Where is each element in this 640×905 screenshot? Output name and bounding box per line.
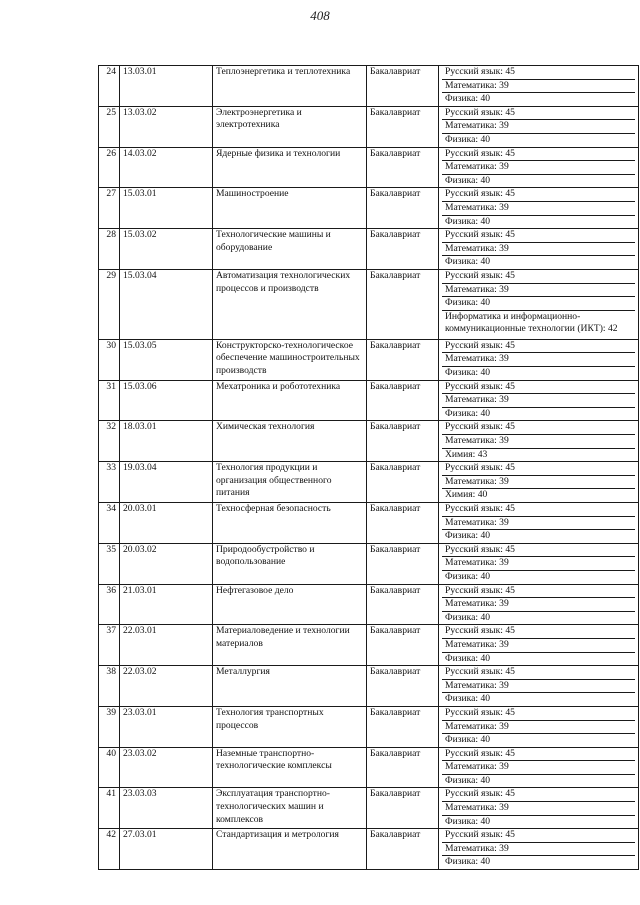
exam-requirement: Физика: 40: [445, 256, 491, 268]
program-code: 15.03.05: [120, 339, 213, 380]
table-row: [99, 147, 639, 188]
row-number: 42: [99, 829, 120, 870]
education-level: Бакалавриат: [367, 66, 439, 107]
exam-list: [439, 788, 639, 829]
exam-requirement: Русский язык: 45: [442, 544, 635, 558]
program-code: 20.03.01: [120, 503, 213, 544]
exam-requirement: Физика: 40: [445, 133, 491, 145]
table-row: [99, 706, 639, 747]
exam-requirement: Математика: 39: [442, 843, 635, 857]
program-code: 15.03.04: [120, 269, 213, 339]
exam-list: [439, 147, 639, 188]
education-level: Бакалавриат: [367, 584, 439, 625]
table-row: [99, 66, 639, 107]
education-level: Бакалавриат: [367, 229, 439, 270]
exam-requirement: Математика: 39: [442, 435, 635, 449]
education-level: Бакалавриат: [367, 339, 439, 380]
exam-requirement: Русский язык: 45: [442, 188, 635, 202]
education-level: Бакалавриат: [367, 666, 439, 707]
program-name: Машиностроение: [213, 188, 367, 229]
row-number: 29: [99, 269, 120, 339]
table-row: [99, 229, 639, 270]
exam-requirement: Русский язык: 45: [442, 107, 635, 121]
exam-requirement: Математика: 39: [442, 476, 635, 490]
row-number: 32: [99, 421, 120, 462]
program-name: Металлургия: [213, 666, 367, 707]
row-number: 36: [99, 584, 120, 625]
education-level: Бакалавриат: [367, 503, 439, 544]
exam-requirement: Русский язык: 45: [442, 625, 635, 639]
table-row: [99, 269, 639, 339]
exam-requirement: Математика: 39: [442, 243, 635, 257]
exam-requirement: Русский язык: 45: [442, 707, 635, 721]
exam-list: [439, 462, 639, 503]
program-name: Теплоэнергетика и теплотехника: [213, 66, 367, 107]
table-row: [99, 421, 639, 462]
exam-requirement: Математика: 39: [442, 761, 635, 775]
exam-requirement: Математика: 39: [442, 680, 635, 694]
row-number: 35: [99, 543, 120, 584]
exam-requirement: Русский язык: 45: [442, 66, 635, 80]
exam-list: [439, 706, 639, 747]
table-row: [99, 829, 639, 870]
exam-list: [439, 339, 639, 380]
exam-requirement: Русский язык: 45: [442, 462, 635, 476]
row-number: 28: [99, 229, 120, 270]
exam-requirement: Математика: 39: [442, 80, 635, 94]
program-name: Эксплуатация транспортно-технологических машин и комплексов: [213, 788, 367, 829]
exam-requirement: Русский язык: 45: [442, 829, 635, 843]
row-number: 38: [99, 666, 120, 707]
exam-requirement: Русский язык: 45: [442, 585, 635, 599]
page-number: 408: [310, 8, 330, 23]
table-row: [99, 188, 639, 229]
exam-requirement: Физика: 40: [445, 652, 491, 664]
exam-list: [439, 106, 639, 147]
education-level: Бакалавриат: [367, 829, 439, 870]
exam-list: [439, 829, 639, 870]
education-level: Бакалавриат: [367, 706, 439, 747]
exam-requirement: Физика: 40: [442, 297, 635, 311]
exam-requirement: Русский язык: 45: [442, 748, 635, 762]
education-level: Бакалавриат: [367, 788, 439, 829]
program-name: Мехатроника и робототехника: [213, 380, 367, 421]
exam-list: [439, 380, 639, 421]
row-number: 25: [99, 106, 120, 147]
exam-requirement: Физика: 40: [445, 734, 491, 746]
program-code: 13.03.02: [120, 106, 213, 147]
program-code: 19.03.04: [120, 462, 213, 503]
exam-requirement: Физика: 40: [445, 693, 491, 705]
exam-requirement: Математика: 39: [442, 394, 635, 408]
program-name: Природообустройство и водопользование: [213, 543, 367, 584]
education-level: Бакалавриат: [367, 543, 439, 584]
program-name: Материаловедение и технологии материалов: [213, 625, 367, 666]
education-level: Бакалавриат: [367, 625, 439, 666]
exam-requirement: Математика: 39: [442, 517, 635, 531]
exam-list: [439, 66, 639, 107]
table-row: [99, 106, 639, 147]
exam-list: [439, 188, 639, 229]
education-level: Бакалавриат: [367, 106, 439, 147]
exam-requirement: Русский язык: 45: [442, 381, 635, 395]
row-number: 40: [99, 747, 120, 788]
exam-requirement: Математика: 39: [442, 202, 635, 216]
program-code: 22.03.02: [120, 666, 213, 707]
program-code: 21.03.01: [120, 584, 213, 625]
exam-requirement: Русский язык: 45: [442, 788, 635, 802]
row-number: 26: [99, 147, 120, 188]
exam-requirement: Физика: 40: [445, 774, 491, 786]
program-code: 22.03.01: [120, 625, 213, 666]
program-code: 15.03.06: [120, 380, 213, 421]
exam-requirement: Физика: 40: [445, 215, 491, 227]
row-number: 24: [99, 66, 120, 107]
exam-requirement: Математика: 39: [442, 598, 635, 612]
program-code: 13.03.01: [120, 66, 213, 107]
exam-list: [439, 229, 639, 270]
program-name: Технологические машины и оборудование: [213, 229, 367, 270]
program-name: Конструкторско-технологическое обеспечение машиностроительных производств: [213, 339, 367, 380]
program-code: 23.03.02: [120, 747, 213, 788]
row-number: 33: [99, 462, 120, 503]
exam-requirement: Физика: 40: [445, 407, 491, 419]
exam-requirement: Физика: 40: [445, 174, 491, 186]
table-row: [99, 788, 639, 829]
exam-requirement: Физика: 40: [445, 570, 491, 582]
exam-requirement: Физика: 40: [445, 856, 491, 868]
program-name: Техносферная безопасность: [213, 503, 367, 544]
exam-list: [439, 421, 639, 462]
education-level: Бакалавриат: [367, 421, 439, 462]
table-row: [99, 543, 639, 584]
row-number: 41: [99, 788, 120, 829]
education-level: Бакалавриат: [367, 747, 439, 788]
row-number: 31: [99, 380, 120, 421]
row-number: 34: [99, 503, 120, 544]
program-name: Технология транспортных процессов: [213, 706, 367, 747]
exam-list: [439, 543, 639, 584]
row-number: 30: [99, 339, 120, 380]
program-code: 20.03.02: [120, 543, 213, 584]
education-level: Бакалавриат: [367, 462, 439, 503]
exam-requirement: Русский язык: 45: [442, 270, 635, 284]
exam-requirement: Русский язык: 45: [442, 503, 635, 517]
program-name: Наземные транспортно-технологические комплексы: [213, 747, 367, 788]
program-name: Стандартизация и метрология: [213, 829, 367, 870]
program-name: Нефтегазовое дело: [213, 584, 367, 625]
exam-requirement: Математика: 39: [442, 802, 635, 816]
exam-requirement: Русский язык: 45: [442, 229, 635, 243]
education-level: Бакалавриат: [367, 269, 439, 339]
table-row: [99, 666, 639, 707]
education-level: Бакалавриат: [367, 147, 439, 188]
table-row: [99, 747, 639, 788]
table-row: [99, 380, 639, 421]
exam-requirement: Химия: 40: [445, 489, 488, 501]
program-code: 14.03.02: [120, 147, 213, 188]
exam-requirement: Физика: 40: [445, 367, 491, 379]
row-number: 39: [99, 706, 120, 747]
exam-list: [439, 666, 639, 707]
exam-requirement: Информатика и информационно-коммуникационные технологии (ИКТ): 42: [445, 310, 618, 335]
education-level: Бакалавриат: [367, 188, 439, 229]
program-name: Ядерные физика и технологии: [213, 147, 367, 188]
exam-list: [439, 584, 639, 625]
program-name: Технология продукции и организация общественного питания: [213, 462, 367, 503]
program-name: Химическая технология: [213, 421, 367, 462]
exam-requirement: Математика: 39: [442, 639, 635, 653]
row-number: 27: [99, 188, 120, 229]
table-row: [99, 339, 639, 380]
exam-requirement: Физика: 40: [445, 815, 491, 827]
table-row: [99, 462, 639, 503]
exam-list: [439, 269, 639, 339]
exam-requirement: Математика: 39: [442, 161, 635, 175]
exam-requirement: Математика: 39: [442, 284, 635, 298]
row-number: 37: [99, 625, 120, 666]
exam-requirement: Физика: 40: [445, 530, 491, 542]
exam-requirement: Математика: 39: [442, 120, 635, 134]
program-code: 23.03.01: [120, 706, 213, 747]
exam-requirement: Русский язык: 45: [442, 340, 635, 354]
exam-list: [439, 625, 639, 666]
table-row: [99, 625, 639, 666]
program-code: 23.03.03: [120, 788, 213, 829]
program-code: 27.03.01: [120, 829, 213, 870]
exam-requirement: Математика: 39: [442, 721, 635, 735]
exam-list: [439, 503, 639, 544]
exam-requirement: Физика: 40: [445, 611, 491, 623]
exam-requirement: Русский язык: 45: [442, 666, 635, 680]
admission-table: [98, 65, 639, 870]
program-code: 18.03.01: [120, 421, 213, 462]
exam-list: [439, 747, 639, 788]
exam-requirement: Русский язык: 45: [442, 421, 635, 435]
table-body: [99, 66, 639, 870]
exam-requirement: Химия: 43: [445, 448, 488, 460]
exam-requirement: Русский язык: 45: [442, 148, 635, 162]
table-row: [99, 584, 639, 625]
exam-requirement: Математика: 39: [442, 353, 635, 367]
exam-requirement: Физика: 40: [445, 93, 491, 105]
exam-requirement: Математика: 39: [442, 557, 635, 571]
program-name: Электроэнергетика и электротехника: [213, 106, 367, 147]
education-level: Бакалавриат: [367, 380, 439, 421]
program-code: 15.03.02: [120, 229, 213, 270]
program-code: 15.03.01: [120, 188, 213, 229]
table-row: [99, 503, 639, 544]
program-name: Автоматизация технологических процессов и производств: [213, 269, 367, 339]
